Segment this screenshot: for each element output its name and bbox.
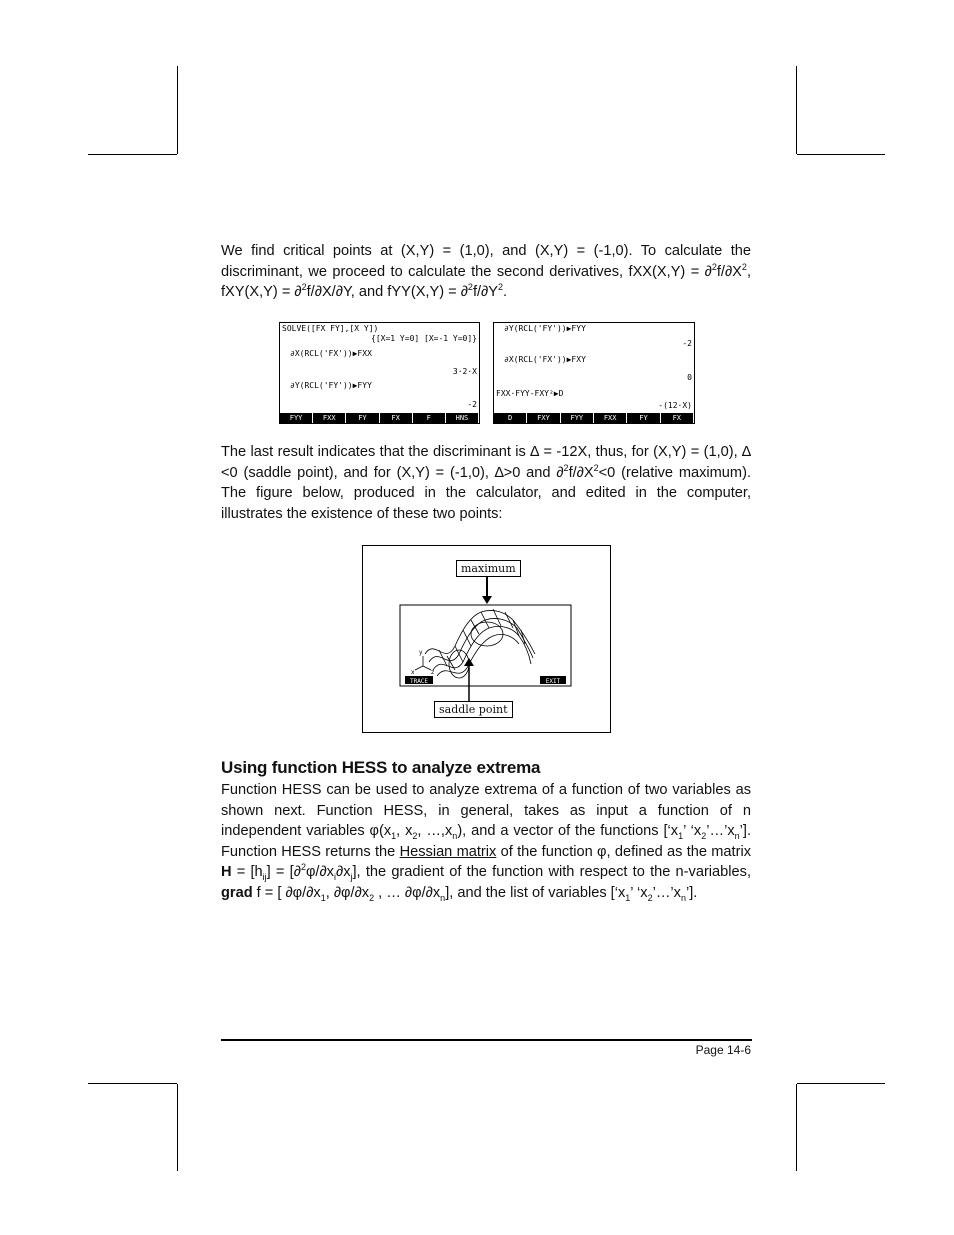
text: , fXY(X,Y) = ∂ [221,263,751,301]
screen-line: -(12·X) [658,401,692,410]
subscript: 1 [678,831,684,842]
superscript: 2 [300,862,306,873]
softkey[interactable]: FX [661,413,694,423]
text: ’ ‘x [683,823,702,840]
text: The last result indicates that the discriminant is ∆ = -12X, thus, for (X,Y) = (1,0), ∆ <0 (saddle point), and for (X,Y) = (-1,0), ∆>0 and ∂ [221,444,751,481]
screen-line: -2 [467,400,477,409]
plot-window [400,605,571,686]
screen-line: {[X=1 Y=0] [X=-1 Y=0]} [371,334,477,343]
softkey[interactable]: FYY [280,413,313,423]
crop-mark [177,66,178,154]
text: f/∂X/∂Y, and fYY(X,Y) = ∂ [306,284,468,301]
subscript: n [680,892,686,903]
page-number: Page 14-6 [695,1043,751,1057]
screen-line: ∂X(RCL('FX'))▶FXY [504,355,586,364]
crop-mark [797,1083,885,1084]
text: f/∂X [716,263,742,280]
text: , …,x [417,823,453,840]
text: ’]. Function HESS returns the [221,823,751,860]
subscript: 2 [412,831,418,842]
softkey-menu [494,413,694,423]
text: φ/∂x [305,864,334,881]
softkey[interactable]: FX [380,413,413,423]
text: We find critical points at (X,Y) = (1,0), and (X,Y) = (-1,0). To calculate the discriminant, we proceed to calculate the second derivatives, fXX(X,Y) = ∂ [221,243,751,280]
text: f = [ ∂φ/∂x [252,884,321,901]
screen-line: ∂Y(RCL('FY'))▶FYY [504,324,586,333]
softkey[interactable]: D [494,413,527,423]
subscript: 1 [320,892,326,903]
softkey[interactable]: FXX [594,413,627,423]
subscript: 1 [391,831,397,842]
softkey[interactable]: F [413,413,446,423]
exit-key-label: EXIT [545,678,561,685]
text: ], the gradient of the function with respect to the n-variables, [352,864,751,881]
calculator-screen-left [279,322,480,424]
superscript: 2 [593,462,599,473]
subscript: 2 [701,831,707,842]
text: Function HESS can be used to analyze extrema of a function of two variables as shown next. Function HESS, in general, takes as input a function of n independent variables φ(x [221,782,751,840]
crop-mark [796,66,797,154]
hessian-matrix-link[interactable]: Hessian matrix [399,843,497,860]
text: of the function φ, defined as the matrix [496,843,752,860]
calculator-screen-right [493,322,695,424]
subscript: j [350,872,353,883]
screen-line: 0 [687,373,692,382]
paragraph-discriminant [221,442,751,524]
grad-keyword: grad [221,884,253,901]
text: ’]. [686,884,698,901]
subscript: n [734,831,740,842]
text: ’ ‘x [630,884,648,901]
softkey[interactable]: FY [627,413,660,423]
subscript: 2 [369,892,375,903]
text: ∂x [335,864,351,881]
axis-label: z [431,669,435,676]
text: ], and the list of variables [‘x [445,884,626,901]
softkey[interactable]: HNS [446,413,479,423]
text: ), and a vector of the functions [‘x [457,823,679,840]
superscript: 2 [711,261,717,272]
subscript: i [333,872,336,883]
paragraph-hess [221,780,751,904]
subscript: n [452,831,458,842]
matrix-symbol: H [221,864,232,881]
screen-line: ∂Y(RCL('FY'))▶FYY [290,381,372,390]
superscript: 2 [498,282,504,293]
text: ] = [∂ [266,864,301,881]
text: = [h [231,864,263,881]
text: ’…’x [652,884,681,901]
superscript: 2 [467,282,473,293]
crop-mark [88,154,177,155]
saddle-point-label: saddle point [434,701,513,718]
text: . [503,284,508,301]
crop-mark [177,1084,178,1171]
subscript: ij [262,872,267,883]
screen-line: ∂X(RCL('FX'))▶FXX [290,349,372,358]
softkey[interactable]: FXY [527,413,560,423]
footer-rule [221,1039,752,1041]
maximum-label: maximum [456,560,521,577]
screen-line: -2 [682,339,692,348]
axis-label: y [419,649,423,656]
text: f/∂X [568,464,594,481]
surface-plot-figure [362,545,611,733]
screen-line: SOLVE([FX FY],[X Y]) [282,324,379,333]
text: , ∂φ/∂x [325,884,370,901]
trace-key-label: TRACE [409,678,429,685]
crop-mark [797,154,885,155]
section-heading: Using function HESS to analyze extrema [221,758,541,777]
softkey-menu [280,413,479,423]
subscript: 1 [625,892,631,903]
crop-mark [88,1083,177,1084]
text: ’…’x [706,823,735,840]
superscript: 2 [563,462,569,473]
text: f/∂Y [472,284,498,301]
softkey[interactable]: FYY [561,413,594,423]
paragraph-critical-points [221,241,751,303]
superscript: 2 [741,261,747,272]
softkey[interactable]: FXX [313,413,346,423]
screen-line: FXX·FYY-FXY²▶D [496,389,564,398]
subscript: n [440,892,446,903]
arrow-head-maximum [482,596,492,604]
text: , … ∂φ/∂x [374,884,441,901]
subscript: 2 [647,892,653,903]
text: , x [396,823,413,840]
text: <0 (relative maximum). The figure below, produced in the calculator, and edited in the computer, illustrates the existence of these two points: [221,464,751,522]
axis-label: x [411,669,415,676]
softkey[interactable]: FY [346,413,379,423]
screen-line: 3·2·X [452,367,477,376]
crop-mark [796,1084,797,1171]
superscript: 2 [301,282,307,293]
